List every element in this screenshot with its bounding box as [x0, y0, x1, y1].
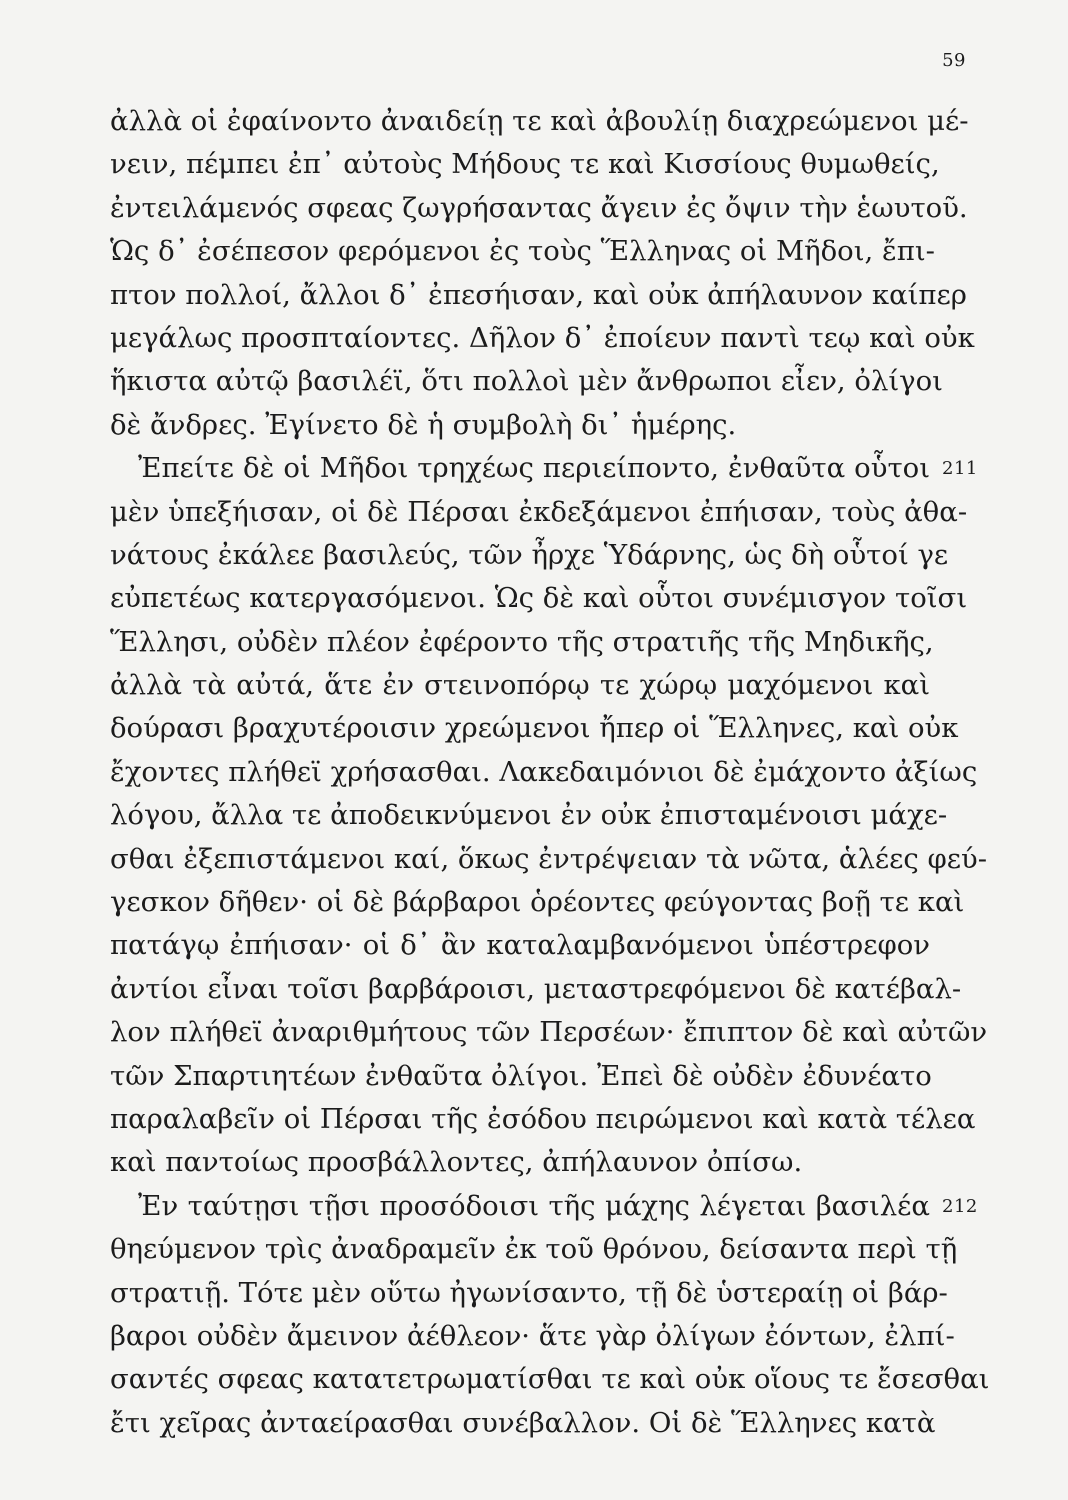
text-line-content: μεγάλως προσπταίοντες. Δῆλον δ᾽ ἐποίευν παντὶ τεῳ καὶ οὐκ: [110, 321, 975, 354]
text-line-content: τῶν Σπαρτιητέων ἐνθαῦτα ὀλίγοι. Ἐπεὶ δὲ οὐδὲν ἐδυνέατο: [110, 1059, 932, 1092]
text-line: [110, 621, 934, 664]
text-line: [110, 707, 959, 750]
text-line-content: νειν, πέμπει ἐπ᾽ αὐτοὺς Μήδους τε καὶ Κισσίους θυμωθείς,: [110, 148, 940, 181]
text-line: [110, 534, 949, 577]
text-line: [110, 1315, 955, 1358]
text-line-content: πατάγῳ ἐπήισαν· οἱ δ᾽ ἂν καταλαμβανόμενοι ὑπέστρεφον: [110, 929, 930, 962]
text-line-content: μὲν ὑπεξήισαν, οἱ δὲ Πέρσαι ἐκδεξάμενοι ἐπήισαν, τοὺς ἀθα-: [110, 495, 968, 528]
text-line-content: Ἕλλησι, οὐδὲν πλέον ἐφέροντο τῆς στρατιῆς τῆς Μηδικῆς,: [110, 625, 934, 658]
text-line-content: Ἐπείτε δὲ οἱ Μῆδοι τρηχέως περιείποντο, ἐνθαῦτα οὗτοι: [138, 452, 930, 485]
text-line: [110, 1228, 958, 1271]
text-line: [110, 404, 930, 447]
text-line: [110, 1098, 976, 1141]
text-line-content: στρατιῇ. Τότε μὲν οὕτω ἠγωνίσαντο, τῇ δὲ ὑστεραίῃ οἱ βάρ-: [110, 1276, 948, 1309]
text-line: [110, 491, 968, 534]
text-line-content: ἥκιστα αὐτῷ βασιλέϊ, ὅτι πολλοὶ μὲν ἄνθρωποι εἶεν, ὀλίγοι: [110, 365, 943, 398]
text-line: [110, 751, 978, 794]
text-line: [110, 1055, 930, 1098]
text-line-content: λόγου, ἄλλα τε ἀποδεικνύμενοι ἐν οὐκ ἐπισταμένοισι μάχε-: [110, 799, 948, 832]
text-line-content: ἔχοντες πλήθεϊ χρήσασθαι. Λακεδαιμόνιοι δὲ ἐμάχοντο ἀξίως: [110, 755, 978, 788]
page-number: 59: [942, 50, 966, 71]
section-number: 212: [942, 1195, 978, 1217]
text-line: [110, 664, 930, 707]
text-line-content: Ἐν ταύτῃσι τῇσι προσόδοισι τῆς μάχης λέγεται βασιλέα: [138, 1189, 930, 1222]
text-line-content: ἔτι χεῖρας ἀνταείρασθαι συνέβαλλον. Οἱ δὲ Ἕλληνες κατὰ: [110, 1406, 936, 1439]
text-line-content: ἀντίοι εἶναι τοῖσι βαρβάροισι, μεταστρεφόμενοι δὲ κατέβαλ-: [110, 972, 962, 1005]
text-line: [110, 317, 975, 360]
text-line: [110, 924, 930, 967]
text-line-content: πτον πολλοί, ἄλλοι δ᾽ ἐπεσήισαν, καὶ οὐκ ἀπήλαυνον καίπερ: [110, 278, 967, 311]
text-line: [110, 360, 943, 403]
text-line: [110, 1185, 978, 1228]
text-line-content: νάτους ἐκάλεε βασιλεύς, τῶν ἦρχε Ὑδάρνης, ὡς δὴ οὗτοί γε: [110, 538, 949, 571]
text-line-content: θηεύμενον τρὶς ἀναδραμεῖν ἐκ τοῦ θρόνου, δείσαντα περὶ τῇ: [110, 1233, 958, 1266]
text-line: [110, 577, 968, 620]
text-line: [110, 100, 969, 143]
text-line-content: Ὡς δ᾽ ἐσέπεσον φερόμενοι ἐς τοὺς Ἕλληνας οἱ Μῆδοι, ἔπι-: [110, 235, 935, 268]
text-line: [110, 794, 948, 837]
text-line-content: ἀλλὰ οἱ ἐφαίνοντο ἀναιδείῃ τε καὶ ἀβουλίῃ διαχρεώμενοι μέ-: [110, 105, 969, 137]
text-line: [110, 1141, 930, 1184]
text-line-content: δούρασι βραχυτέροισιν χρεώμενοι ἤπερ οἱ Ἕλληνες, καὶ οὐκ: [110, 712, 959, 745]
text-line: [110, 838, 988, 881]
text-line-content: λον πλήθεϊ ἀναριθμήτους τῶν Περσέων· ἔπιπτον δὲ καὶ αὐτῶν: [110, 1016, 988, 1049]
text-line: [110, 1011, 988, 1054]
greek-text-body: [110, 100, 990, 1445]
text-line: [110, 881, 965, 924]
text-line: [110, 274, 967, 317]
text-line-content: παραλαβεῖν οἱ Πέρσαι τῆς ἐσόδου πειρώμενοι καὶ κατὰ τέλεα: [110, 1102, 976, 1135]
text-line: [110, 447, 978, 490]
text-line: [110, 230, 935, 273]
text-line-content: βαροι οὐδὲν ἄμεινον ἀέθλεον· ἅτε γὰρ ὀλίγων ἐόντων, ἐλπί-: [110, 1319, 955, 1352]
text-line-content: δὲ ἄνδρες. Ἐγίνετο δὲ ἡ συμβολὴ δι᾽ ἡμέρης.: [110, 408, 737, 441]
text-line: [110, 1358, 990, 1401]
text-line: [110, 143, 940, 186]
text-line: [110, 1402, 936, 1445]
text-line: [110, 968, 962, 1011]
text-line-content: σθαι ἐξεπιστάμενοι καί, ὅκως ἐντρέψειαν τὰ νῶτα, ἁλέες φεύ-: [110, 842, 988, 875]
text-line-content: ἀλλὰ τὰ αὐτά, ἅτε ἐν στεινοπόρῳ τε χώρῳ μαχόμενοι καὶ: [110, 669, 930, 702]
section-number: 211: [942, 458, 978, 480]
text-line-content: ἐντειλάμενός σφεας ζωγρήσαντας ἄγειν ἐς ὄψιν τὴν ἑωυτοῦ.: [110, 191, 968, 224]
text-line-content: σαντές σφεας κατατετρωματίσθαι τε καὶ οὐκ οἵους τε ἔσεσθαι: [110, 1363, 990, 1396]
text-line-content: εὐπετέως κατεργασόμενοι. Ὡς δὲ καὶ οὗτοι συνέμισγον τοῖσι: [110, 582, 968, 615]
text-line: [110, 187, 968, 230]
text-line-content: γεσκον δῆθεν· οἱ δὲ βάρβαροι ὁρέοντες φεύγοντας βοῇ τε καὶ: [110, 886, 965, 919]
text-line: [110, 1272, 948, 1315]
text-line-content: καὶ παντοίως προσβάλλοντες, ἀπήλαυνον ὀπίσω.: [110, 1146, 803, 1179]
